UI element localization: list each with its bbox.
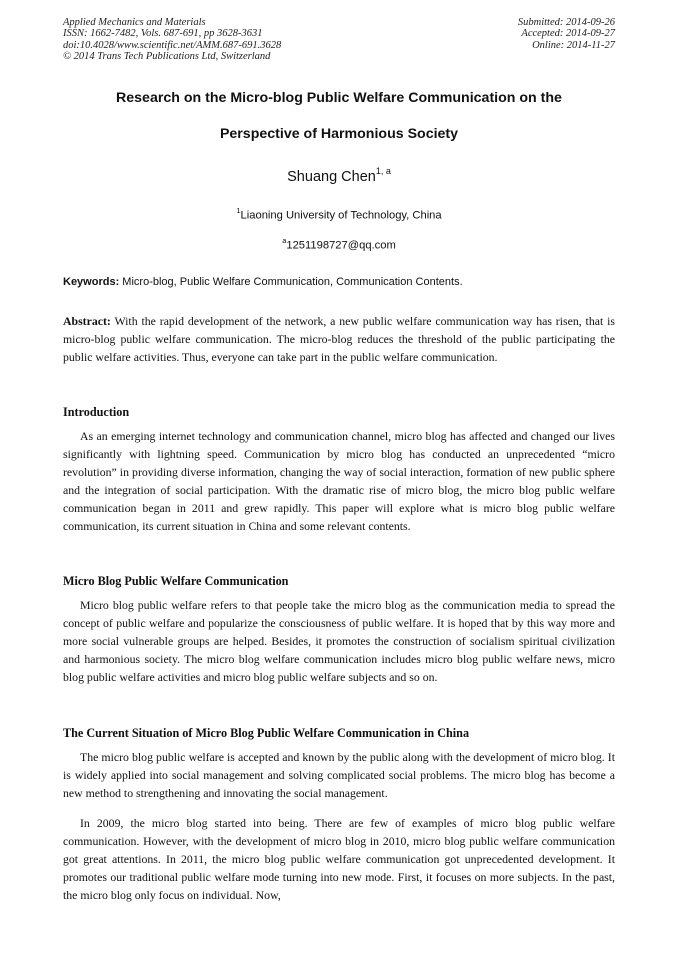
keywords — [63, 276, 615, 288]
section-heading-micro-blog: Micro Blog Public Welfare Communication — [63, 574, 289, 588]
publication-dates — [518, 17, 615, 51]
abstract-label: Abstract: — [63, 314, 111, 328]
paper-title-line-1: Research on the Micro-blog Public Welfare Communication on the — [116, 90, 562, 106]
affiliation-sup: 1 — [236, 206, 241, 215]
affiliation — [40, 207, 638, 222]
journal-issn: ISSN: 1662-7482, Vols. 687-691, pp 3628-3631 — [63, 28, 263, 40]
journal-info — [63, 17, 281, 62]
current-situation-paragraph-1: The micro blog public welfare is accepted and known by the public along with the development of micro blog. It is widely applied into social management and solving complicated social problems. The micro blog has become a new method to strengthening and innovating the social management. — [63, 750, 615, 800]
author-sup: 1, a — [375, 166, 391, 176]
author-email — [40, 237, 638, 252]
abstract — [63, 313, 615, 367]
email-sup: a — [282, 236, 287, 245]
micro-blog-paragraph: Micro blog public welfare refers to that people take the micro blog as the communication media to spread the concept of public welfare and popularize the consciousness of public welfare. It is hoped that by this way more and more social vulnerable groups are helped. Besides, it promotes the construction of socialism spiritual civilization and harmonious society. The micro blog welfare communication includes micro blog public welfare news, micro blog public welfare activities and micro blog public welfare subjects and so on. — [63, 598, 615, 684]
email-text[interactable]: 1251198727@qq.com — [286, 239, 396, 252]
submitted-date: Submitted: 2014-09-26 — [517, 17, 615, 28]
current-situation-paragraph-2: In 2009, the micro blog started into being. There are few of examples of micro blog public welfare communication. However, with the development of micro blog in 2010, micro blog public welfare communication got great attentions. In 2011, the micro blog public welfare communication got unprecedented development. It promotes our traditional public welfare mode turning into new mode. First, it focuses on more subjects. In the past, the micro blog only focus on individual. Now, — [63, 816, 615, 902]
author-name: Shuang Chen — [287, 168, 376, 185]
abstract-text: With the rapid development of the network, a new public welfare communication way has risen, that is micro-blog public welfare communication. The micro-blog reduces the threshold of the public participating the public welfare activities. Thus, everyone can take part in the public welfare communication. — [63, 314, 615, 364]
journal-doi[interactable]: doi:10.4028/www.scientific.net/AMM.687-691.3628 — [63, 39, 282, 51]
online-date: Online: 2014-11-27 — [532, 39, 615, 51]
author — [40, 167, 638, 185]
affiliation-text: Liaoning University of Technology, China — [240, 209, 442, 222]
accepted-date: Accepted: 2014-09-27 — [521, 28, 615, 40]
paper-title-line-2: Perspective of Harmonious Society — [219, 126, 459, 142]
section-heading-introduction: Introduction — [63, 405, 130, 419]
keywords-text: Micro-blog, Public Welfare Communication, Communication Contents. — [119, 276, 463, 288]
section-heading-current-situation: The Current Situation of Micro Blog Public Welfare Communication in China — [63, 726, 470, 740]
introduction-paragraph: As an emerging internet technology and communication channel, micro blog has affected and changed our lives significantly with lightning speed. Communication by micro blog has conducted an unprecedented “micro revolution” in providing diverse information, changing the way of social interaction, formation of new public sphere and the integration of social participation. With the dramatic rise of micro blog, the micro blog public welfare communication began in 2011 and grew rapidly. This paper will explore what is micro blog public welfare communication, its current situation in China and some relevant contents. — [63, 429, 615, 533]
keywords-label: Keywords: — [63, 276, 120, 288]
journal-name: Applied Mechanics and Materials — [63, 17, 206, 28]
journal-copyright: © 2014 Trans Tech Publications Ltd, Switzerland — [63, 50, 271, 62]
